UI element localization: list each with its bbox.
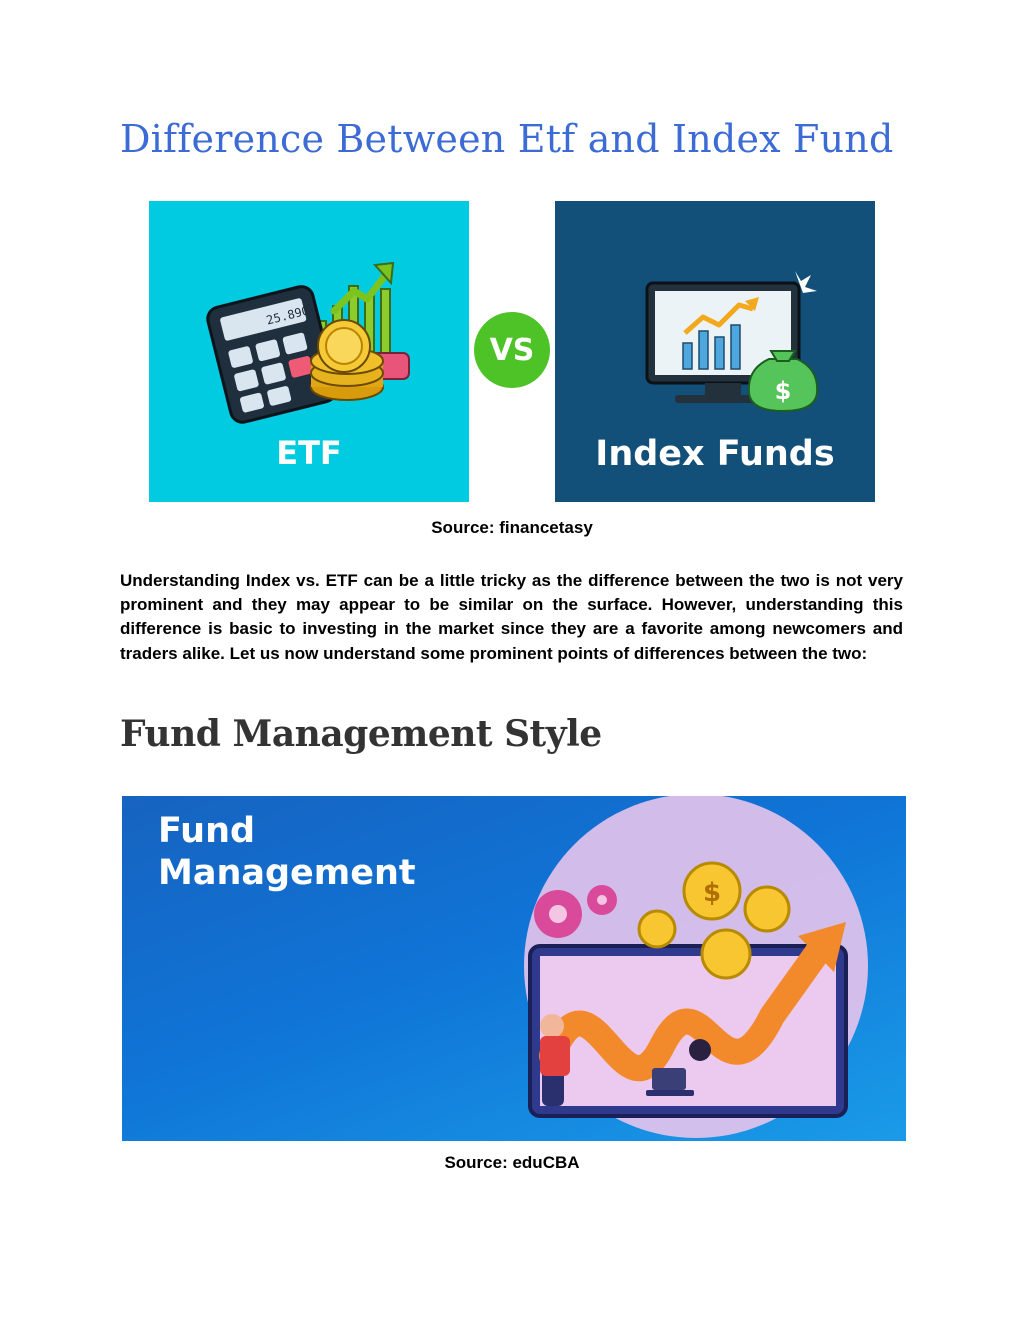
vs-badge: VS bbox=[474, 312, 550, 388]
page-title: Difference Between Etf and Index Fund bbox=[120, 117, 894, 161]
image-caption-2: Source: eduCBA bbox=[444, 1153, 580, 1172]
banner-title: Fund Management bbox=[158, 811, 416, 893]
index-funds-label: Index Funds bbox=[595, 434, 835, 474]
fund-management-illustration bbox=[122, 796, 906, 1141]
index-funds-panel bbox=[555, 201, 875, 502]
etf-vs-index-image bbox=[149, 201, 875, 502]
coin-stack-icon bbox=[149, 201, 469, 431]
intro-paragraph: Understanding Index vs. ETF can be a little tricky as the difference between the two is not very prominent and they may appear to be similar on the surface. However, understanding this difference is basic to investing in the market since they are a favorite among newcomers and traders alike. Let us now understand some prominent points of differences between the two: bbox=[120, 571, 903, 663]
image-caption-1: Source: financetasy bbox=[431, 518, 593, 537]
etf-label: ETF bbox=[276, 434, 342, 472]
money-bag-icon bbox=[555, 201, 875, 431]
etf-panel bbox=[149, 201, 469, 502]
coin-dollar-sign: $ bbox=[702, 878, 722, 908]
section-heading: Fund Management Style bbox=[120, 713, 602, 755]
calculator-display: 25.890 bbox=[264, 303, 311, 328]
dollar-sign: $ bbox=[774, 377, 792, 405]
fund-management-image bbox=[122, 796, 906, 1141]
